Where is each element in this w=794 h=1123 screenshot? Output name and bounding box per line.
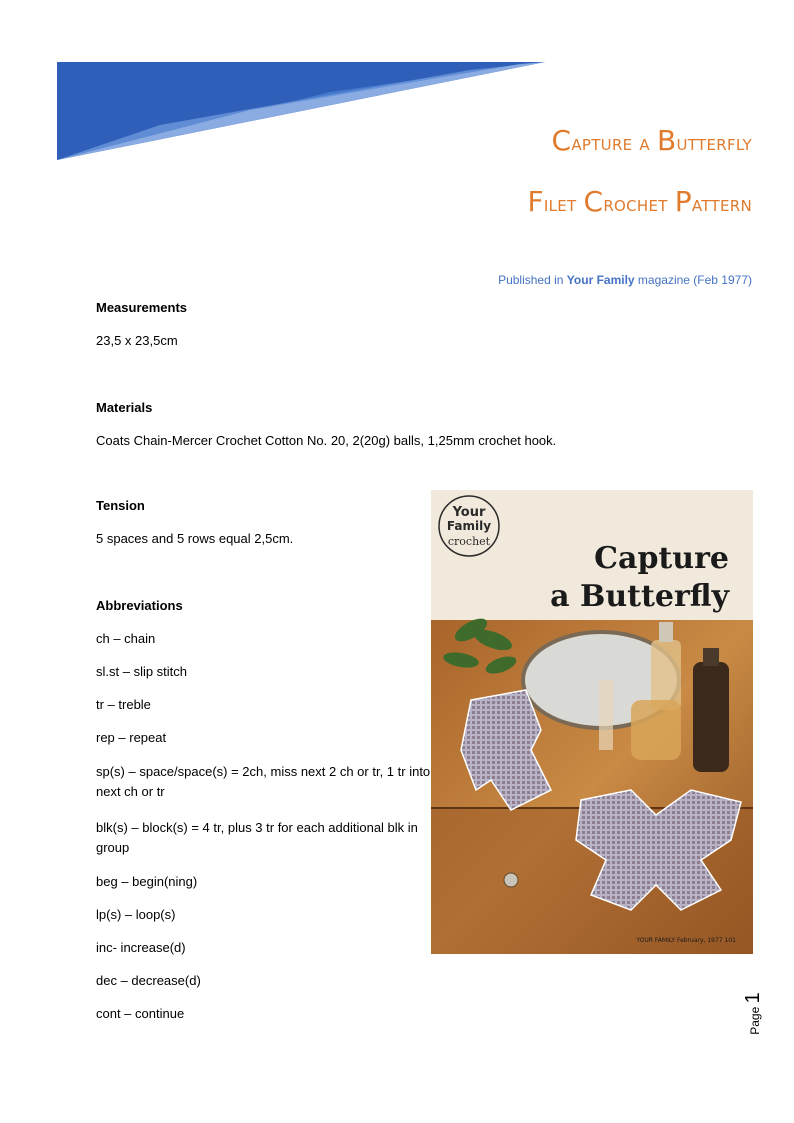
page-title-line-2: Filet Crochet Pattern xyxy=(527,185,752,218)
abbreviation-item: blk(s) – block(s) = 4 tr, plus 3 tr for each additional blk in group xyxy=(96,820,418,855)
page-number-value: 1 xyxy=(741,992,764,1004)
materials-text: Coats Chain-Mercer Crochet Cotton No. 20, 2(20g) balls, 1,25mm crochet hook. xyxy=(96,433,557,448)
cover-headline-2: a Butterfly xyxy=(550,579,729,614)
abbreviations-heading: Abbreviations xyxy=(96,598,183,613)
page-title-line-1: Capture a Butterfly xyxy=(551,124,752,157)
abbreviation-item: tr – treble xyxy=(96,697,151,712)
measurements-heading: Measurements xyxy=(96,300,188,315)
measurements-text: 23,5 x 23,5cm xyxy=(96,333,178,348)
abbreviation-item: inc- increase(d) xyxy=(96,940,186,955)
abbreviation-item: lp(s) – loop(s) xyxy=(96,907,176,922)
cover-badge-line-2: Family xyxy=(446,519,492,533)
cover-badge-line-3: crochet xyxy=(447,535,491,548)
abbreviation-item: sl.st – slip stitch xyxy=(96,664,188,679)
cover-caption: YOUR FAMILY February, 1977 101 xyxy=(636,937,736,944)
cover-headline-1: Capture xyxy=(594,541,729,576)
abbreviation-item: dec – decrease(d) xyxy=(96,973,201,988)
abbreviation-item: beg – begin(ning) xyxy=(96,874,198,889)
published-note: Published in Your Family magazine (Feb 1977) xyxy=(498,273,752,287)
abbreviation-item: cont – continue xyxy=(96,1006,185,1021)
page-label: Page xyxy=(747,1006,762,1035)
page-number xyxy=(740,990,770,1035)
abbreviation-item: sp(s) – space/space(s) = 2ch, miss next 2 ch or tr, 1 tr into next ch or tr xyxy=(96,764,431,799)
tension-heading: Tension xyxy=(96,498,145,513)
abbreviation-item: rep – repeat xyxy=(96,730,167,745)
magazine-cover-image xyxy=(431,490,753,954)
abbreviation-item: ch – chain xyxy=(96,631,156,646)
tension-text: 5 spaces and 5 rows equal 2,5cm. xyxy=(96,531,294,546)
cover-badge-line-1: Your xyxy=(452,505,486,520)
materials-heading: Materials xyxy=(96,400,153,415)
